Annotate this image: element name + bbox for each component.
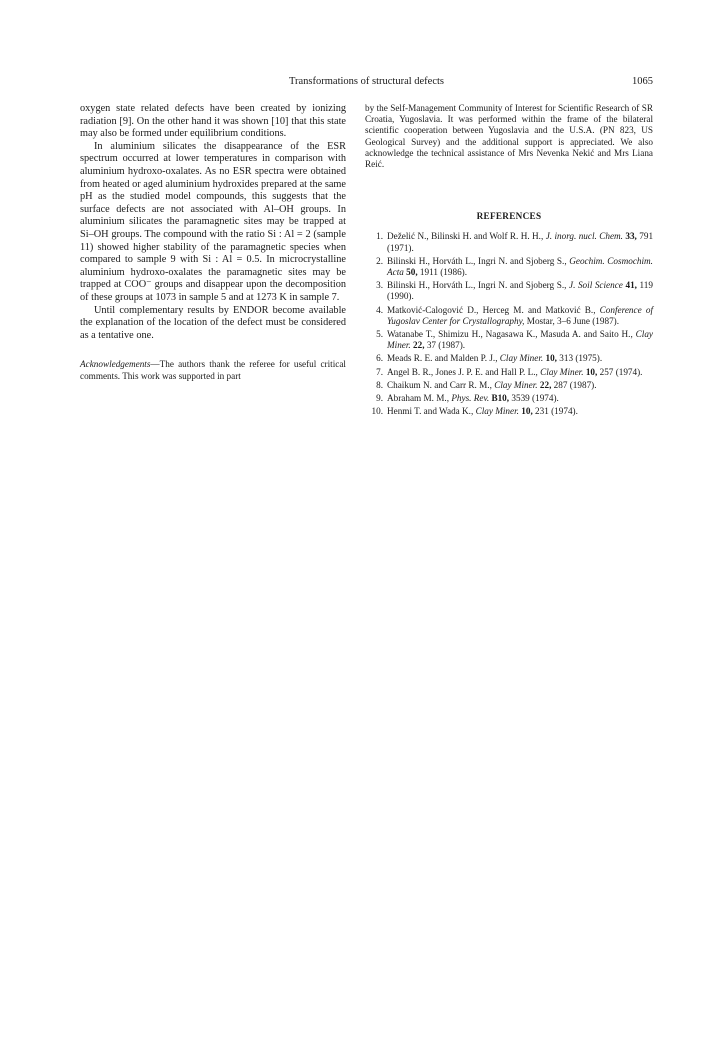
reference-volume: 22, bbox=[413, 340, 427, 351]
reference-journal: Geochim. Cosmochim. Acta bbox=[387, 255, 653, 278]
reference-journal: Clay Miner. bbox=[387, 329, 653, 351]
reference-pages-year: 37 (1987). bbox=[426, 340, 466, 351]
acknowledgements-text: —The authors thank the referee for useful critical comments. This work was supported in part bbox=[80, 359, 346, 381]
reference-number: 7. bbox=[376, 366, 383, 377]
left-column bbox=[80, 103, 346, 382]
reference-item bbox=[365, 231, 653, 253]
reference-authors: Matković-Calogović D., Herceg M. and Matković B., bbox=[387, 304, 600, 315]
reference-text bbox=[387, 305, 653, 327]
paragraph-3: Until complementary results by ENDOR become available the explanation of the location of the defect must be considered as a tentative one. bbox=[80, 304, 346, 341]
reference-number: 3. bbox=[376, 280, 383, 291]
running-header bbox=[80, 76, 653, 90]
reference-number: 4. bbox=[376, 304, 383, 315]
reference-volume: 22, bbox=[539, 379, 554, 390]
reference-journal: J. Soil Science bbox=[569, 280, 626, 291]
reference-pages-year: 119 (1990). bbox=[387, 280, 653, 302]
acknowledgements bbox=[80, 359, 346, 382]
reference-pages-year: 3539 (1974). bbox=[511, 393, 559, 404]
reference-volume: B10, bbox=[491, 393, 512, 404]
reference-number: 8. bbox=[376, 379, 383, 390]
reference-pages-year: 231 (1974). bbox=[535, 406, 578, 417]
reference-journal: Conference of Yugoslav Center for Crystallography, bbox=[387, 304, 653, 326]
paragraph-1: oxygen state related defects have been created by ionizing radiation [9]. On the other hand it was shown [10] that this state may also be formed under equilibrium conditions. bbox=[80, 103, 346, 140]
reference-text bbox=[387, 406, 653, 417]
reference-item bbox=[365, 329, 653, 351]
reference-text bbox=[387, 329, 653, 351]
reference-pages-year: 313 (1975). bbox=[559, 353, 603, 364]
reference-item bbox=[365, 380, 653, 391]
reference-text bbox=[387, 393, 653, 404]
reference-item bbox=[365, 353, 653, 364]
reference-item bbox=[365, 367, 653, 378]
reference-text bbox=[387, 380, 653, 391]
reference-authors: Bilinski H., Horváth L., Ingri N. and Sjoberg S., bbox=[387, 280, 570, 291]
reference-authors: Henmi T. and Wada K., bbox=[387, 406, 476, 417]
reference-text bbox=[387, 256, 653, 278]
reference-journal: Clay Miner. bbox=[540, 366, 586, 377]
reference-text bbox=[387, 280, 653, 302]
reference-item bbox=[365, 393, 653, 404]
reference-item bbox=[365, 305, 653, 327]
reference-volume: 50, bbox=[406, 267, 420, 278]
reference-volume: 10, bbox=[521, 406, 536, 417]
reference-volume: 41, bbox=[625, 280, 640, 291]
reference-pages-year: 1911 (1986). bbox=[419, 267, 468, 278]
reference-number: 5. bbox=[376, 329, 383, 340]
acknowledgements-label: Acknowledgements bbox=[80, 359, 151, 370]
paragraph-2: In aluminium silicates the disappearance of the ESR spectrum occurred at lower temperatures in comparison with aluminium hydroxo-oxalates. As no ESR spectra were obtained from heated or aged aluminium hydroxides prepared at the same pH as the studied model compounds, this suggests that the surface defects are not associated with Al–OH groups. In aluminium silicates the paramagnetic sites may be trapped at Si–OH groups. The compound with the ratio Si : Al = 2 (sample 11) showed higher stability of the paramagnetic species when compared to sample 9 with Si : Al = 0.5. In microcrystalline aluminium hydroxo-oxalates the paramagnetic sites may be trapped at COO⁻ groups and disappear upon the decomposition of these groups at 1073 in sample 5 and at 1273 K in sample 7. bbox=[80, 140, 346, 303]
reference-authors: Abraham M. M., bbox=[387, 393, 452, 404]
reference-volume: 33, bbox=[625, 231, 640, 242]
reference-authors: Chaikum N. and Carr R. M., bbox=[387, 379, 495, 390]
reference-number: 10. bbox=[371, 406, 383, 417]
reference-authors: Watanabe T., Shimizu H., Nagasawa K., Masuda A. and Saito H., bbox=[387, 329, 636, 340]
reference-number: 9. bbox=[376, 393, 383, 404]
reference-pages-year: Mostar, 3–6 June (1987). bbox=[526, 315, 620, 326]
reference-number: 2. bbox=[376, 255, 383, 266]
reference-text bbox=[387, 367, 653, 378]
references-heading: REFERENCES bbox=[476, 211, 542, 222]
reference-authors: Deželić N., Bilinski H. and Wolf R. H. H., bbox=[387, 231, 546, 242]
reference-journal: Clay Miner. bbox=[475, 406, 522, 417]
reference-list bbox=[365, 231, 653, 417]
right-column bbox=[365, 103, 653, 419]
reference-pages-year: 287 (1987). bbox=[553, 379, 597, 390]
reference-item bbox=[365, 406, 653, 417]
page-number: 1065 bbox=[632, 76, 653, 87]
reference-journal: Clay Miner. bbox=[499, 353, 546, 364]
reference-authors: Meads R. E. and Malden P. J., bbox=[387, 353, 500, 364]
reference-pages-year: 791 (1971). bbox=[387, 231, 654, 253]
reference-authors: Bilinski H., Horváth L., Ingri N. and Sjoberg S., bbox=[387, 255, 570, 266]
reference-authors: Angel B. R., Jones J. P. E. and Hall P. L., bbox=[387, 366, 541, 377]
running-title: Transformations of structural defects bbox=[288, 76, 445, 87]
reference-text bbox=[387, 231, 653, 253]
reference-journal: Clay Miner. bbox=[494, 379, 540, 390]
reference-item bbox=[365, 256, 653, 278]
reference-volume: 10, bbox=[545, 353, 560, 364]
reference-pages-year: 257 (1974). bbox=[599, 366, 643, 377]
reference-journal: J. inorg. nucl. Chem. bbox=[545, 231, 626, 242]
reference-number: 6. bbox=[376, 353, 383, 364]
reference-item bbox=[365, 280, 653, 302]
reference-number: 1. bbox=[376, 231, 383, 242]
acknowledgements-continued: by the Self-Management Community of Interest for Scientific Research of SR Croatia, Yugoslavia. It was performed within the frame of the bilateral scientific cooperation between Yugoslavia and the U.S.A. (PN 823, US Geological Survey) and the additional support is appreciated. We also acknowledge the technical assistance of Mrs Nevenka Nekić and Mrs Liana Reić. bbox=[365, 103, 653, 170]
reference-journal: Phys. Rev. bbox=[451, 393, 492, 404]
reference-text bbox=[387, 353, 653, 364]
reference-volume: 10, bbox=[585, 366, 600, 377]
